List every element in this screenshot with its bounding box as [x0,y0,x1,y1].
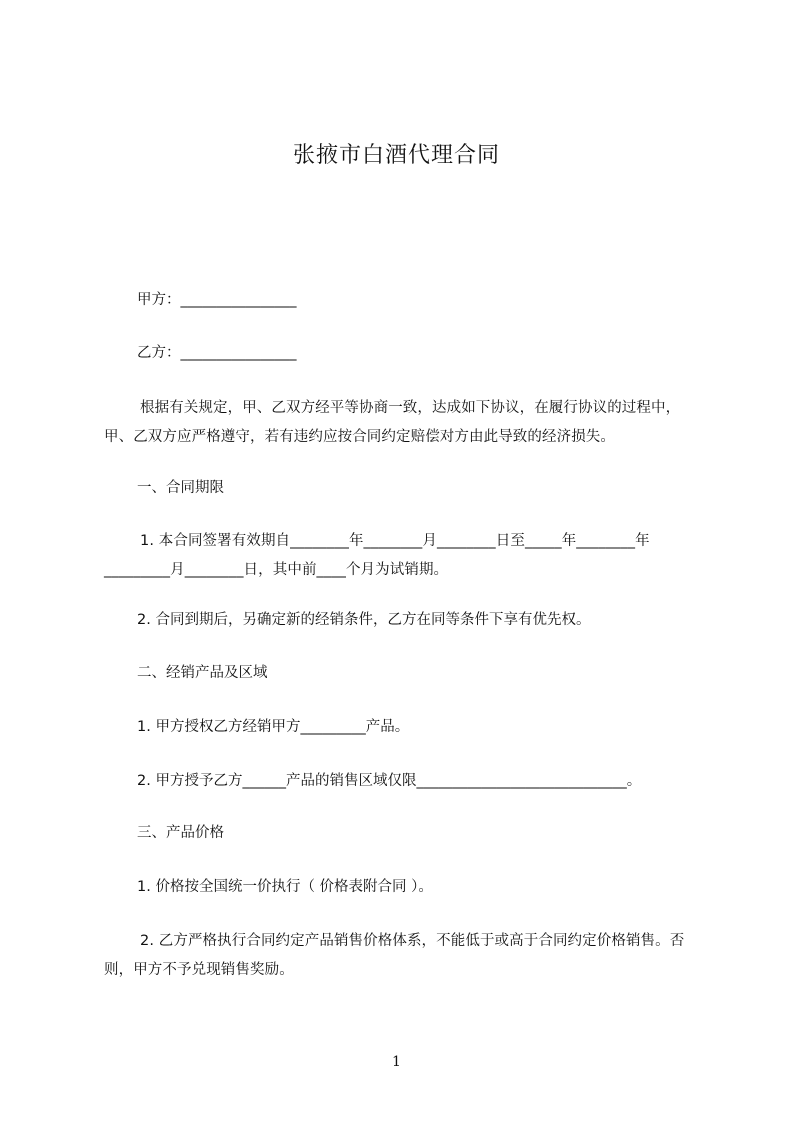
section-2-item-2: 2. 甲方授予乙方______产品的销售区域仅限_____________________________。 [137,773,642,789]
party-b-line: 乙方：________________ [137,345,297,361]
document-title: 张掖市白酒代理合同 [292,143,500,168]
section-1-item-1: 1. 本合同签署有效期自________年________月________日至_____年________年_________月________日，其中前____个月为试销期。 [104,533,650,578]
page-number: 1 [392,1054,401,1070]
section-3-heading: 三、产品价格 [137,825,224,841]
section-2-item-1: 1. 甲方授权乙方经销甲方_________产品。 [137,719,410,735]
section-1-item-2: 2. 合同到期后，另确定新的经销条件，乙方在同等条件下享有优先权。 [137,612,591,628]
section-1-heading: 一、合同期限 [137,480,224,496]
party-a-line: 甲方：________________ [137,292,297,308]
intro-paragraph: 根据有关规定，甲、乙双方经平等协商一致，达成如下协议，在履行协议的过程中，甲、乙双方应严格遵守，若有违约应按合同约定赔偿对方由此导致的经济损失。 [104,400,681,445]
section-2-heading: 二、经销产品及区域 [137,665,268,681]
section-3-item-1: 1. 价格按全国统一价执行（ 价格表附合同 ）。 [137,879,433,895]
section-3-item-2: 2. 乙方严格执行合同约定产品销售价格体系，不能低于或高于合同约定价格销售。否则，甲方不予兑现销售奖励。 [104,933,685,978]
